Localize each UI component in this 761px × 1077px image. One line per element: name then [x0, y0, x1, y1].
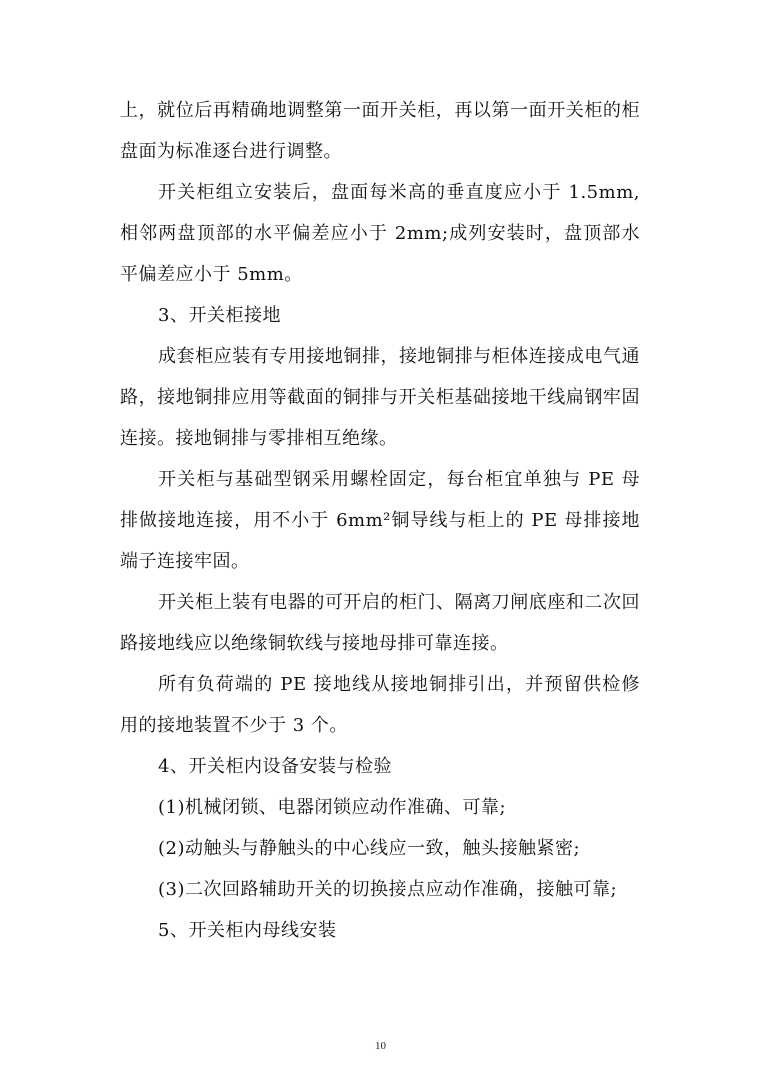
list-item-interlock: (1)机械闭锁、电器闭锁应动作准确、可靠; — [158, 797, 507, 818]
paragraph-bolt-fixing: 开关柜与基础型钢采用螺栓固定，每台柜宜单独与 PE 母排做接地连接，用不小于 6mm²铜导线与柜上的 PE 母排接地端子连接牢固。 — [120, 469, 640, 572]
paragraph-grounding-copper-bar: 成套柜应装有专用接地铜排，接地铜排与柜体连接成电气通路，接地铜排应用等截面的铜排与开关柜基础接地干线扁钢牢固连接。接地铜排与零排相互绝缘。 — [120, 346, 640, 449]
list-item-auxiliary-switch: (3)二次回路辅助开关的切换接点应动作准确，接触可靠; — [158, 879, 618, 900]
section-heading-grounding: 3、开关柜接地 — [158, 305, 281, 326]
paragraph-pe-ground-wire: 所有负荷端的 PE 接地线从接地铜排引出，并预留供检修用的接地装置不少于 3 个。 — [120, 674, 640, 736]
paragraph-verticality-tolerance: 开关柜组立安装后，盘面每米高的垂直度应小于 1.5mm,相邻两盘顶部的水平偏差应小于 2mm;成列安装时，盘顶部水平偏差应小于 5mm。 — [120, 182, 640, 285]
list-item-contacts: (2)动触头与静触头的中心线应一致，触头接触紧密; — [158, 838, 581, 859]
section-heading-busbar-install: 5、开关柜内母线安装 — [158, 920, 337, 941]
paragraph-cabinet-door-grounding: 开关柜上装有电器的可开启的柜门、隔离刀闸底座和二次回路接地线应以绝缘铜软线与接地母排可靠连接。 — [120, 592, 640, 654]
document-body — [120, 90, 640, 951]
page-number: 10 — [375, 1040, 386, 1052]
section-heading-equipment-install: 4、开关柜内设备安装与检验 — [158, 756, 392, 777]
paragraph-continuation: 上，就位后再精确地调整第一面开关柜，再以第一面开关柜的柜盘面为标准逐台进行调整。 — [120, 100, 640, 162]
